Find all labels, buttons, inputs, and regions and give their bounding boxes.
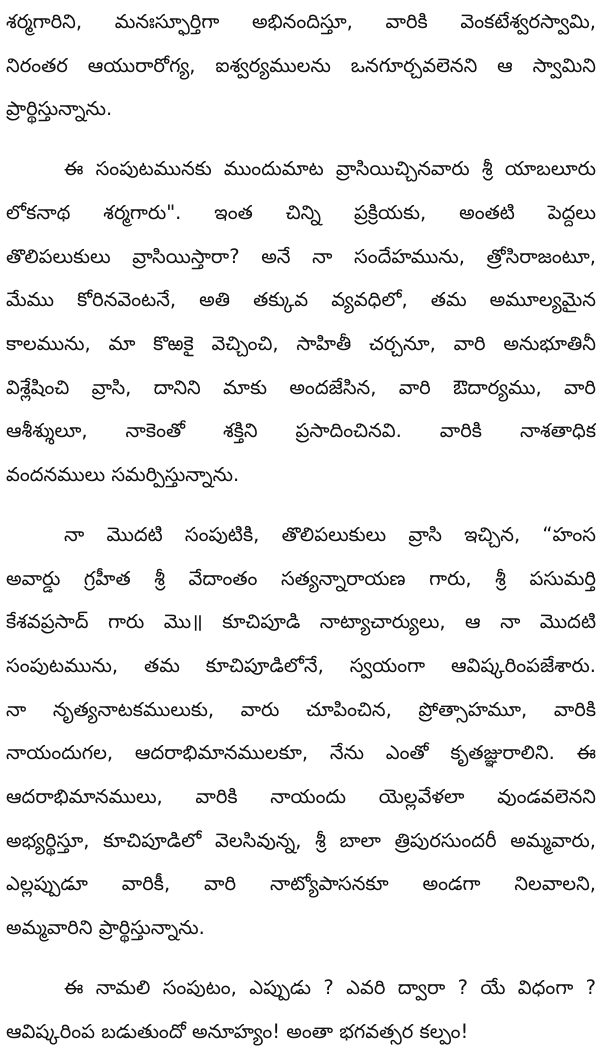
text-line: వందనములు సమర్పిస్తున్నాను. xyxy=(6,463,240,487)
text-line: ఈ సంపుటమునకు ముందుమాట వ్రాసియిచ్చినవారు శ్రీ యాబలూరు xyxy=(64,157,596,181)
text-line: విశ్లేషించి వ్రాసి, దానిని మాకు అందజేసిన, వారి ఔదార్యము, వారి xyxy=(6,375,596,399)
text-line: ప్రార్థిస్తున్నాను. xyxy=(6,97,113,121)
text-line: అమ్మవారిని ప్రార్థిస్తున్నాను. xyxy=(6,916,205,940)
text-line: ఈ నామలి సంపుటం, ఎప్పుడు ? ఎవరి ద్వారా ? యే విధంగా ? xyxy=(64,976,596,999)
text-line: నిరంతర ఆయురారోగ్య, ఐశ్వర్యములను ఒనగూర్చవలెనని ఆ స్వామిని xyxy=(6,53,596,77)
text-line: మేము కోరినవెంటనే, అతి తక్కువ వ్యవధిలో, తమ అమూల్యమైన xyxy=(6,288,596,312)
text-line: నాయందుగల, ఆదరాభిమానములకూ, నేను ఎంతో కృతజ్ఞురాలిని. ఈ xyxy=(6,741,596,765)
text-line: కేశవప్రసాద్ గారు మొ॥ కూచిపూడి నాట్యాచార్యులు, ఆ నా మొదటి xyxy=(6,610,596,634)
text-line: నా మొదటి సంపుటికి, తొలిపలుకులు వ్రాసి ఇచ్చిన, “హంస xyxy=(64,522,596,546)
paragraph-1 xyxy=(6,0,596,131)
text-line: కాలమును, మా కొఱకై వెచ్చించి, సాహితీ చర్చనూ, వారి అనుభూతినీ xyxy=(6,332,596,355)
text-line: నా నృత్యనాటకములుకు, వారు చూపించిన, ప్రోత్సాహమూ, వారికి xyxy=(6,697,596,721)
paragraph-spacer xyxy=(6,950,596,966)
text-line: తొలిపలుకులు వ్రాసియిస్తారా? అనే నా సందేహమును, త్రోసిరాజంటూ, xyxy=(6,244,596,268)
text-line: అవార్డు గ్రహీత శ్రీ వేదాంతం సత్యన్నారాయణ గారు, శ్రీ పసుమర్తి xyxy=(6,566,596,590)
paragraph-3 xyxy=(6,513,596,950)
text-line: ఆవిష్కరింప బడుతుందో అనూహ్యం! అంతా భగవత్సర కల్పం! xyxy=(6,1019,469,1043)
text-line: శర్మగారిని, మనఃస్ఫూర్తిగా అభినందిస్తూ, వారికి వెంకటేశ్వరస్వామి, xyxy=(6,10,596,33)
text-line: ఆదరాభిమానములు, వారికి నాయందు యెల్లవేళలా వుండవలెనని xyxy=(6,785,596,809)
paragraph-4 xyxy=(6,966,596,1053)
text-line: ఆశీశ్శులూ, నాకెంతో శక్తిని ప్రసాదించినవి. వారికి నాశతాధిక xyxy=(6,419,596,443)
text-line: అభ్యర్థిస్తూ, కూచిపూడిలో వెలసివున్న, శ్రీ బాలా త్రిపురసుందరీ అమ్మవారు, xyxy=(6,828,596,852)
paragraph-spacer xyxy=(6,497,596,513)
paragraph-2 xyxy=(6,147,596,497)
paragraph-spacer xyxy=(6,131,596,147)
text-line: లోకనాథ శర్మగారు". ఇంత చిన్ని ప్రక్రియకు, అంతటి పెద్దలు xyxy=(6,200,596,224)
text-line: ఎల్లప్పుడూ వారికీ, వారి నాట్యోపాసనకూ అండగా నిలవాలని, xyxy=(6,872,596,896)
text-line: సంపుటమును, తమ కూచిపూడిలోనే, స్వయంగా ఆవిష్కరింపజేశారు. xyxy=(6,654,596,677)
